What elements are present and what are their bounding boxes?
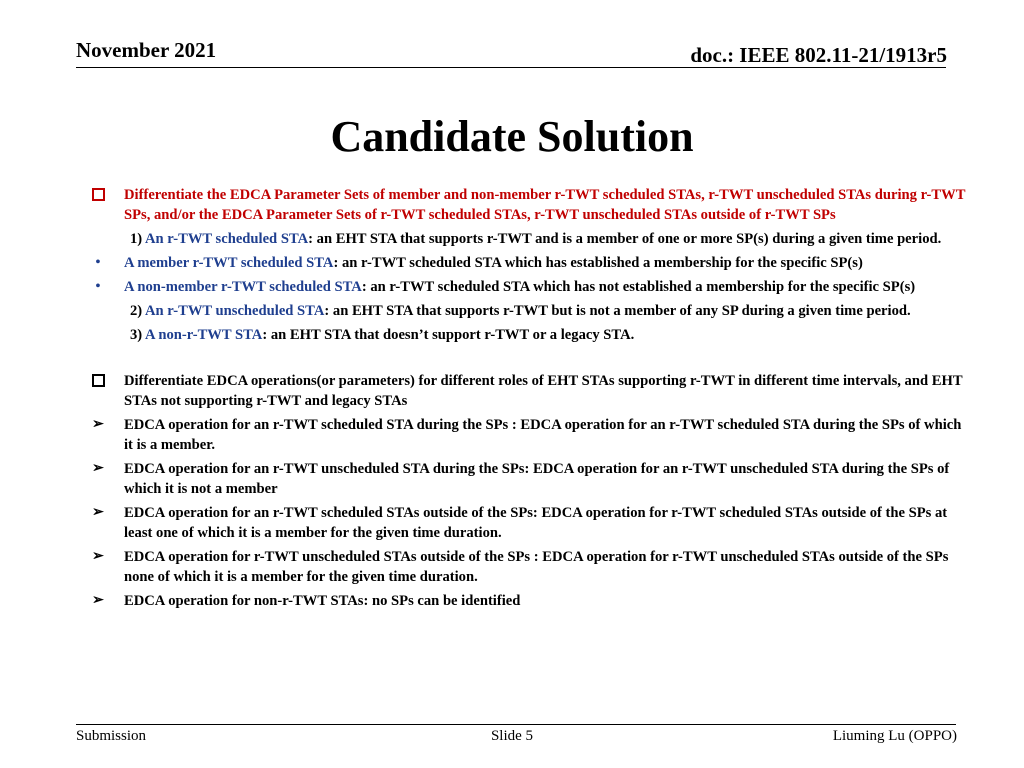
arrow-bullet-icon: ➢ — [92, 549, 104, 564]
footer-slide-number: Slide 5 — [490, 728, 534, 744]
hollow-square-bullet-icon — [86, 185, 110, 207]
definition-3-text: an EHT STA that doesn’t support r-TWT or a legacy STA. — [270, 327, 635, 343]
arrow-bullet-icon: ➢ — [92, 593, 104, 608]
definition-3: 3) A non-r-TWT STA: an EHT STA that doesn’t support r-TWT or a legacy STA. — [130, 327, 635, 343]
definition-1-text: an EHT STA that supports r-TWT and is a member of one or more SP(s) during a given time period. — [316, 231, 942, 247]
footer-divider — [76, 724, 956, 725]
non-member-bullet-row: • A non-member r-TWT scheduled STA: an r-TWT scheduled STA which has not established a membership for the specific SP(s) — [86, 277, 966, 297]
header-date: November 2021 — [76, 38, 217, 62]
dot-bullet-icon: • — [95, 279, 101, 294]
dot-bullet-icon: • — [95, 255, 101, 270]
list-item: ➢ EDCA operation for an r-TWT scheduled STAs outside of the SPs: EDCA operation for r-TWT scheduled STAs outside of the SPs at least one of which it is a member for the given time duration. — [86, 503, 966, 543]
footer-author: Liuming Lu (OPPO) — [832, 728, 957, 744]
list-item: ➢ EDCA operation for an r-TWT unscheduled STA during the SPs: EDCA operation for an r-TWT unscheduled STA during the SPs of which it is not a member — [86, 459, 966, 499]
non-member-term: A non-member r-TWT scheduled STA — [124, 279, 362, 295]
section1-heading: Differentiate the EDCA Parameter Sets of member and non-member r-TWT scheduled STAs, r-TWT unscheduled STAs during r-TWT SPs, and/or the EDCA Parameter Sets of r-TWT scheduled STAs, r-TWT unscheduled STAs outside of r-TWT SPs — [124, 187, 966, 223]
hollow-square-bullet-icon — [86, 371, 110, 393]
member-text: an r-TWT scheduled STA which has established a membership for the specific SP(s) — [341, 255, 863, 271]
header-doc-id: doc.: IEEE 802.11-21/1913r5 — [690, 43, 947, 67]
section2-heading-row — [86, 371, 966, 411]
slide-title: Candidate Solution — [330, 112, 694, 161]
section1-heading-row — [86, 185, 966, 225]
arrow-bullet-icon: ➢ — [92, 461, 104, 476]
slide-body — [86, 185, 966, 615]
list-item: ➢ EDCA operation for an r-TWT scheduled STA during the SPs : EDCA operation for an r-TWT scheduled STA during the SPs of which it is a member. — [86, 415, 966, 455]
definition-2-text: an EHT STA that supports r-TWT but is not a member of any SP during a given time period. — [332, 303, 911, 319]
definition-2-term: An r-TWT unscheduled STA — [145, 303, 325, 319]
arrow-bullet-icon: ➢ — [92, 417, 104, 432]
definition-3-term: A non-r-TWT STA — [145, 327, 263, 343]
list-item: ➢ EDCA operation for non-r-TWT STAs: no SPs can be identified — [86, 591, 966, 611]
definition-2: 2) An r-TWT unscheduled STA: an EHT STA that supports r-TWT but is not a member of any SP during a given time period. — [130, 303, 911, 319]
section2-heading: Differentiate EDCA operations(or parameters) for different roles of EHT STAs supporting r-TWT in different time intervals, and EHT STAs not supporting r-TWT and legacy STAs — [124, 373, 963, 409]
header-divider — [76, 67, 946, 68]
member-bullet-row: • A member r-TWT scheduled STA: an r-TWT scheduled STA which has established a membership for the specific SP(s) — [86, 253, 966, 273]
list-item: ➢ EDCA operation for r-TWT unscheduled STAs outside of the SPs : EDCA operation for r-TWT unscheduled STAs outside of the SPs none of which it is a member for the given time duration. — [86, 547, 966, 587]
non-member-text: an r-TWT scheduled STA which has not established a membership for the specific SP(s) — [370, 279, 916, 295]
arrow-bullet-icon: ➢ — [92, 505, 104, 520]
definition-1: 1) An r-TWT scheduled STA: an EHT STA that supports r-TWT and is a member of one or more SP(s) during a given time period. — [130, 231, 942, 247]
definition-1-term: An r-TWT scheduled STA — [145, 231, 309, 247]
footer-submission: Submission — [76, 728, 147, 744]
member-term: A member r-TWT scheduled STA — [124, 255, 334, 271]
